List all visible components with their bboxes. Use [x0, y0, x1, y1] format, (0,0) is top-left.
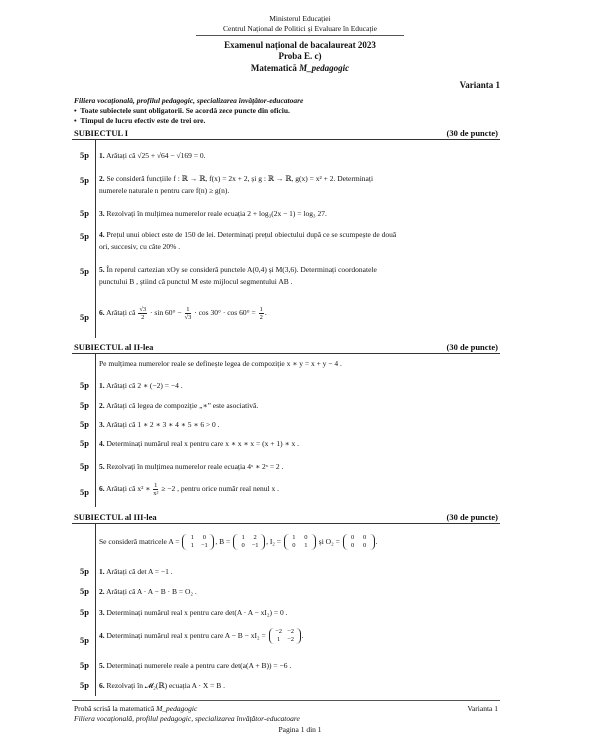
- ministry-title: Ministerul Educației: [269, 14, 331, 23]
- s3-pts-2: 5p: [80, 586, 89, 596]
- s1-item-4: [99, 229, 499, 253]
- footer-page-number: Pagina 1 din 1: [278, 725, 322, 734]
- cell: 1: [304, 542, 308, 550]
- s1-item-6: [99, 302, 499, 324]
- s1-item-1: [99, 150, 499, 162]
- s1-text-5: În reperul cartezian xOy se consideră punctele A(0,4) și M(3,6). Determinați coordonatele: [106, 265, 377, 274]
- bullet-1-text: Toate subiectele sunt obligatorii. Se acordă zece puncte din oficiu.: [80, 106, 290, 115]
- cell: 0: [202, 534, 206, 542]
- s1-text-6a: Arătați că: [106, 308, 136, 317]
- proba-title: Proba E. c): [278, 51, 322, 61]
- s2-intro: Pe mulțimea numerelor reale se definește legea de compoziție x ∗ y = x + y − 4 .: [99, 359, 342, 368]
- s2-item-2: [99, 400, 499, 412]
- filiera-text: Filiera vocațională, profilul pedagogic, specializarea învățător-educatoare: [74, 96, 304, 105]
- s2-margin-line: [95, 354, 96, 507]
- s2-num-1: 1.: [99, 381, 105, 390]
- footer-line1: [74, 704, 197, 713]
- s1-text-4b: ori, succesiv, cu câte 20% .: [99, 242, 181, 251]
- s2-item-3: [99, 419, 499, 431]
- s2-num-3: 3.: [99, 420, 105, 429]
- cell: −1: [251, 542, 259, 550]
- frac-den: √3: [184, 313, 192, 321]
- frac-num: √3: [139, 305, 147, 313]
- cell: 0: [351, 542, 355, 550]
- s1-pts-4: 5p: [80, 231, 89, 241]
- fraction-sqrt3-over-2: [138, 306, 147, 321]
- s3-title: SUBIECTUL al III-lea: [74, 512, 157, 522]
- s3-intro-b: , B =: [215, 537, 231, 546]
- s2-item-4: [99, 438, 499, 450]
- s3-item-6: [99, 680, 499, 692]
- s1-num-2: 2.: [99, 174, 105, 183]
- s1-pts-3: 5p: [80, 208, 89, 218]
- cell: −2: [287, 636, 295, 644]
- matrix-I2: [284, 534, 316, 550]
- s3-intro-a: Se consideră matricele A =: [99, 537, 180, 546]
- cell: 0: [351, 534, 355, 542]
- s3-text-2: Arătați că A · A − B · B = O₂ .: [106, 587, 197, 596]
- s1-num-5: 5.: [99, 265, 105, 274]
- s1-title: SUBIECTUL I: [74, 128, 129, 138]
- s3-rule: [72, 523, 500, 524]
- fraction-1-over-sqrt3: [185, 306, 192, 321]
- frac-den: 2: [141, 313, 145, 321]
- s3-item-2: [99, 586, 499, 598]
- s1-text-2: Se consideră funcțiile f : ℝ → ℝ, f(x) = 2x + 2, și g : ℝ → ℝ, g(x) = x² + 2. Determinați: [106, 174, 374, 183]
- s2-pts-3: 5p: [80, 419, 89, 429]
- footer-rule: [72, 700, 500, 701]
- s1-pts-1: 5p: [80, 150, 89, 160]
- frac-den: x²: [153, 489, 159, 497]
- s1-text-4: Prețul unui obiect este de 150 de lei. Determinați prețul obiectului după ce se scumpește de două: [106, 230, 397, 239]
- cell: 0: [304, 534, 308, 542]
- center-title: Centrul Național de Politici și Evaluare în Educație: [223, 24, 377, 33]
- matrix-A: [182, 534, 214, 550]
- s2-item-1: [99, 380, 499, 392]
- s1-item-3: [99, 208, 499, 220]
- s1-text-6d: .: [264, 308, 267, 317]
- s1-text-1: Arătați că √25 + √64 − √169 = 0.: [106, 151, 206, 160]
- s2-text-3: Arătați că 1 ∗ 2 ∗ 3 ∗ 4 ∗ 5 ∗ 6 > 0 .: [106, 420, 220, 429]
- variant-label: Varianta 1: [459, 80, 500, 90]
- s2-points: (30 de puncte): [446, 342, 498, 352]
- s3-text-3: Determinați numărul real x pentru care det(A · A − xI₂) = 0 .: [106, 608, 288, 617]
- s3-item-3: [99, 607, 499, 619]
- s1-num-1: 1.: [99, 151, 105, 160]
- fraction-1-over-x2: [153, 482, 158, 497]
- cell: 2: [253, 534, 257, 542]
- s3-text-4a: Determinați numărul real x pentru care A − B − xI₂ =: [106, 631, 266, 640]
- footer-filiera: Filiera vocațională, profilul pedagogic, specializarea învățător-educatoare: [74, 714, 300, 723]
- s1-pts-2: 5p: [80, 175, 89, 185]
- s2-title: SUBIECTUL al II-lea: [74, 342, 154, 352]
- s2-text-6a: Arătați că x² ∗: [106, 484, 151, 493]
- s2-num-4: 4.: [99, 439, 105, 448]
- cell: 1: [190, 542, 194, 550]
- s2-pts-2: 5p: [80, 400, 89, 410]
- s3-text-6: Rezolvați în 𝓜₂(ℝ) ecuația A · X = B .: [106, 681, 226, 690]
- subject-title: [0, 63, 600, 73]
- matrix-B: [233, 534, 265, 550]
- subject-prefix: Matematică: [250, 63, 297, 73]
- s3-num-1: 1.: [99, 567, 105, 576]
- s3-pts-3: 5p: [80, 607, 89, 617]
- exam-title: Examenul național de bacalaureat 2023: [224, 40, 376, 50]
- footer-suffix: M_pedagogic: [156, 704, 198, 713]
- s2-pts-6: 5p: [80, 487, 89, 497]
- cell: 0: [363, 542, 367, 550]
- s2-num-2: 2.: [99, 401, 105, 410]
- s3-intro-d: și O₂ =: [316, 537, 340, 546]
- s1-text-6b: · sin 60° −: [150, 308, 182, 317]
- s3-pts-4: 5p: [80, 635, 89, 645]
- s3-points: (30 de puncte): [446, 512, 498, 522]
- s3-pts-5: 5p: [80, 660, 89, 670]
- s2-item-5: [99, 461, 499, 473]
- s1-num-4: 4.: [99, 230, 105, 239]
- s3-text-4b: .: [301, 631, 304, 640]
- s2-text-1: Arătați că 2 ∗ (−2) = −4 .: [106, 381, 183, 390]
- matrix-result: [269, 628, 301, 644]
- bullet-2: • Timpul de lucru efectiv este de trei ore.: [74, 116, 206, 125]
- s3-pts-1: 5p: [80, 566, 89, 576]
- s2-text-2: Arătați că legea de compoziție „∗” este asociativă.: [106, 401, 259, 410]
- s1-num-6: 6.: [99, 308, 105, 317]
- s3-num-2: 2.: [99, 587, 105, 596]
- frac-num: 1: [154, 481, 158, 489]
- cell: 0: [292, 542, 296, 550]
- s3-intro-c: , I₂ =: [266, 537, 282, 546]
- matrix-O2: [343, 534, 375, 550]
- s3-text-5: Determinați numerele reale a pentru care det(a(A + B)) = −6 .: [106, 661, 292, 670]
- s2-num-6: 6.: [99, 484, 105, 493]
- s1-pts-5: 5p: [80, 266, 89, 276]
- fraction-1-over-2: [259, 306, 264, 321]
- s2-item-6: [99, 478, 499, 500]
- s3-num-4: 4.: [99, 631, 105, 640]
- s1-pts-6: 5p: [80, 312, 89, 322]
- s1-text-5b: punctului B , știind că punctul M este mijlocul segmentului AB .: [99, 277, 293, 286]
- frac-num: 1: [259, 305, 263, 313]
- s3-num-5: 5.: [99, 661, 105, 670]
- s1-text-6c: · cos 30° · cos 60° =: [194, 308, 256, 317]
- frac-num: 1: [186, 305, 190, 313]
- header-rule: [196, 35, 404, 36]
- s2-text-6b: ≥ −2 , pentru orice număr real nenul x .: [161, 484, 279, 493]
- cell: 1: [292, 534, 296, 542]
- s3-num-3: 3.: [99, 608, 105, 617]
- subject-suffix: M_pedagogic: [299, 63, 350, 73]
- s3-intro: [99, 531, 499, 553]
- s2-pts-1: 5p: [80, 380, 89, 390]
- s3-pts-6: 5p: [80, 680, 89, 690]
- s1-points: (30 de puncte): [446, 128, 498, 138]
- s1-rule: [72, 139, 500, 140]
- s1-num-3: 3.: [99, 209, 105, 218]
- cell: 1: [276, 636, 281, 644]
- cell: 0: [241, 542, 245, 550]
- cell: 1: [241, 534, 245, 542]
- s2-pts-5: 5p: [80, 461, 89, 471]
- s2-text-4: Determinați numărul real x pentru care x ∗ x ∗ x = (x + 1) ∗ x .: [106, 439, 299, 448]
- frac-den: 2: [259, 313, 263, 321]
- footer-variant: Varianta 1: [467, 704, 498, 713]
- s3-item-4: [99, 624, 499, 648]
- s1-item-2: [99, 173, 499, 197]
- cell: −2: [287, 628, 295, 636]
- s3-item-5: [99, 660, 499, 672]
- s2-pts-4: 5p: [80, 438, 89, 448]
- bullet-2-text: Timpul de lucru efectiv este de trei ore.: [80, 116, 206, 125]
- cell: 0: [363, 534, 367, 542]
- s1-text-2b: numerele naturale n pentru care f(n) ≥ g(n).: [99, 186, 230, 195]
- bullet-1: • Toate subiectele sunt obligatorii. Se acordă zece puncte din oficiu.: [74, 106, 290, 115]
- cell: −1: [200, 542, 208, 550]
- s1-item-5: [99, 264, 499, 288]
- s2-num-5: 5.: [99, 462, 105, 471]
- s2-text-5: Rezolvați în mulțimea numerelor reale ecuația 4ˣ ∗ 2ˣ = 2 .: [106, 462, 284, 471]
- s1-text-3: Rezolvați în mulțimea numerelor reale ecuația 2 + log₃(2x − 1) = log₃ 27.: [106, 209, 327, 218]
- cell: −2: [275, 628, 283, 636]
- s2-rule: [72, 353, 500, 354]
- s3-intro-e: .: [375, 537, 378, 546]
- s3-num-6: 6.: [99, 681, 105, 690]
- s3-text-1: Arătați că det A = −1 .: [106, 567, 173, 576]
- cell: 1: [190, 534, 194, 542]
- footer-prefix: Probă scrisă la matematică: [74, 704, 155, 713]
- s3-item-1: [99, 566, 499, 578]
